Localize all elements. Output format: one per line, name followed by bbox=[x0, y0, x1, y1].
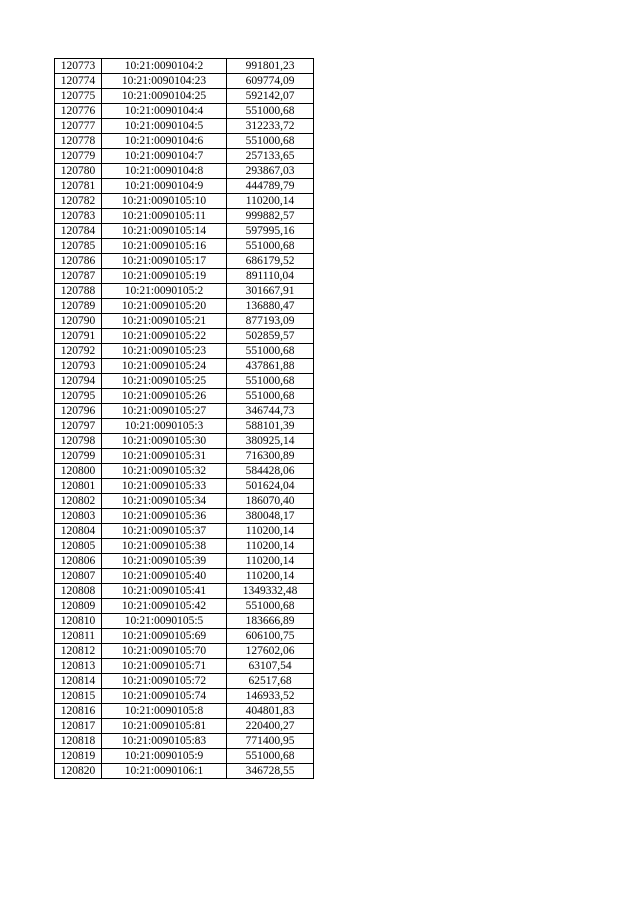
table-row bbox=[55, 659, 314, 674]
table-row bbox=[55, 389, 314, 404]
cadastral-number-cell: 10:21:0090105:70 bbox=[102, 644, 227, 659]
cadastral-number-cell: 10:21:0090105:3 bbox=[102, 419, 227, 434]
record-number-cell: 120802 bbox=[55, 494, 102, 509]
table-row bbox=[55, 209, 314, 224]
table-row bbox=[55, 719, 314, 734]
value-cell: 991801,23 bbox=[227, 59, 314, 74]
cadastral-number-cell: 10:21:0090105:40 bbox=[102, 569, 227, 584]
table-row bbox=[55, 704, 314, 719]
table-row bbox=[55, 179, 314, 194]
cadastral-number-cell: 10:21:0090105:26 bbox=[102, 389, 227, 404]
record-number-cell: 120816 bbox=[55, 704, 102, 719]
record-number-cell: 120795 bbox=[55, 389, 102, 404]
record-number-cell: 120782 bbox=[55, 194, 102, 209]
cadastral-number-cell: 10:21:0090105:32 bbox=[102, 464, 227, 479]
table-row bbox=[55, 449, 314, 464]
cadastral-number-cell: 10:21:0090104:9 bbox=[102, 179, 227, 194]
record-number-cell: 120807 bbox=[55, 569, 102, 584]
cadastral-number-cell: 10:21:0090105:23 bbox=[102, 344, 227, 359]
value-cell: 501624,04 bbox=[227, 479, 314, 494]
cadastral-number-cell: 10:21:0090105:69 bbox=[102, 629, 227, 644]
record-number-cell: 120778 bbox=[55, 134, 102, 149]
record-number-cell: 120791 bbox=[55, 329, 102, 344]
cadastral-number-cell: 10:21:0090105:27 bbox=[102, 404, 227, 419]
record-number-cell: 120812 bbox=[55, 644, 102, 659]
table-row bbox=[55, 359, 314, 374]
cadastral-number-cell: 10:21:0090105:16 bbox=[102, 239, 227, 254]
table-row bbox=[55, 239, 314, 254]
value-cell: 502859,57 bbox=[227, 329, 314, 344]
value-cell: 999882,57 bbox=[227, 209, 314, 224]
value-cell: 136880,47 bbox=[227, 299, 314, 314]
table-row bbox=[55, 764, 314, 779]
table-row bbox=[55, 629, 314, 644]
table-row bbox=[55, 314, 314, 329]
table-row bbox=[55, 164, 314, 179]
value-cell: 220400,27 bbox=[227, 719, 314, 734]
cadastral-number-cell: 10:21:0090105:14 bbox=[102, 224, 227, 239]
table-row bbox=[55, 524, 314, 539]
record-number-cell: 120794 bbox=[55, 374, 102, 389]
record-number-cell: 120776 bbox=[55, 104, 102, 119]
record-number-cell: 120814 bbox=[55, 674, 102, 689]
value-cell: 606100,75 bbox=[227, 629, 314, 644]
value-cell: 186070,40 bbox=[227, 494, 314, 509]
record-number-cell: 120813 bbox=[55, 659, 102, 674]
records-table bbox=[54, 58, 314, 779]
value-cell: 404801,83 bbox=[227, 704, 314, 719]
table-row bbox=[55, 254, 314, 269]
record-number-cell: 120774 bbox=[55, 74, 102, 89]
record-number-cell: 120783 bbox=[55, 209, 102, 224]
record-number-cell: 120792 bbox=[55, 344, 102, 359]
value-cell: 312233,72 bbox=[227, 119, 314, 134]
record-number-cell: 120793 bbox=[55, 359, 102, 374]
value-cell: 146933,52 bbox=[227, 689, 314, 704]
table-row bbox=[55, 599, 314, 614]
cadastral-number-cell: 10:21:0090104:23 bbox=[102, 74, 227, 89]
value-cell: 127602,06 bbox=[227, 644, 314, 659]
cadastral-number-cell: 10:21:0090105:10 bbox=[102, 194, 227, 209]
record-number-cell: 120815 bbox=[55, 689, 102, 704]
record-number-cell: 120777 bbox=[55, 119, 102, 134]
table-row bbox=[55, 509, 314, 524]
value-cell: 551000,68 bbox=[227, 344, 314, 359]
value-cell: 551000,68 bbox=[227, 134, 314, 149]
value-cell: 877193,09 bbox=[227, 314, 314, 329]
cadastral-number-cell: 10:21:0090105:8 bbox=[102, 704, 227, 719]
value-cell: 110200,14 bbox=[227, 539, 314, 554]
record-number-cell: 120799 bbox=[55, 449, 102, 464]
value-cell: 551000,68 bbox=[227, 374, 314, 389]
table-row bbox=[55, 689, 314, 704]
record-number-cell: 120790 bbox=[55, 314, 102, 329]
record-number-cell: 120781 bbox=[55, 179, 102, 194]
value-cell: 588101,39 bbox=[227, 419, 314, 434]
record-number-cell: 120805 bbox=[55, 539, 102, 554]
record-number-cell: 120788 bbox=[55, 284, 102, 299]
record-number-cell: 120787 bbox=[55, 269, 102, 284]
value-cell: 597995,16 bbox=[227, 224, 314, 239]
table-row bbox=[55, 569, 314, 584]
value-cell: 551000,68 bbox=[227, 599, 314, 614]
value-cell: 257133,65 bbox=[227, 149, 314, 164]
table-row bbox=[55, 749, 314, 764]
value-cell: 63107,54 bbox=[227, 659, 314, 674]
table-row bbox=[55, 554, 314, 569]
cadastral-number-cell: 10:21:0090104:8 bbox=[102, 164, 227, 179]
record-number-cell: 120798 bbox=[55, 434, 102, 449]
cadastral-number-cell: 10:21:0090105:71 bbox=[102, 659, 227, 674]
cadastral-number-cell: 10:21:0090105:22 bbox=[102, 329, 227, 344]
value-cell: 62517,68 bbox=[227, 674, 314, 689]
record-number-cell: 120779 bbox=[55, 149, 102, 164]
table-row bbox=[55, 74, 314, 89]
cadastral-number-cell: 10:21:0090105:38 bbox=[102, 539, 227, 554]
value-cell: 301667,91 bbox=[227, 284, 314, 299]
record-number-cell: 120806 bbox=[55, 554, 102, 569]
table-row bbox=[55, 284, 314, 299]
value-cell: 110200,14 bbox=[227, 524, 314, 539]
record-number-cell: 120780 bbox=[55, 164, 102, 179]
cadastral-number-cell: 10:21:0090105:41 bbox=[102, 584, 227, 599]
value-cell: 592142,07 bbox=[227, 89, 314, 104]
value-cell: 110200,14 bbox=[227, 194, 314, 209]
value-cell: 551000,68 bbox=[227, 749, 314, 764]
cadastral-number-cell: 10:21:0090105:74 bbox=[102, 689, 227, 704]
value-cell: 686179,52 bbox=[227, 254, 314, 269]
table-row bbox=[55, 104, 314, 119]
record-number-cell: 120775 bbox=[55, 89, 102, 104]
value-cell: 183666,89 bbox=[227, 614, 314, 629]
value-cell: 346728,55 bbox=[227, 764, 314, 779]
cadastral-number-cell: 10:21:0090105:25 bbox=[102, 374, 227, 389]
cadastral-number-cell: 10:21:0090105:34 bbox=[102, 494, 227, 509]
record-number-cell: 120796 bbox=[55, 404, 102, 419]
value-cell: 716300,89 bbox=[227, 449, 314, 464]
cadastral-number-cell: 10:21:0090104:2 bbox=[102, 59, 227, 74]
cadastral-number-cell: 10:21:0090106:1 bbox=[102, 764, 227, 779]
cadastral-number-cell: 10:21:0090105:37 bbox=[102, 524, 227, 539]
record-number-cell: 120803 bbox=[55, 509, 102, 524]
record-number-cell: 120789 bbox=[55, 299, 102, 314]
record-number-cell: 120786 bbox=[55, 254, 102, 269]
value-cell: 437861,88 bbox=[227, 359, 314, 374]
record-number-cell: 120773 bbox=[55, 59, 102, 74]
cadastral-number-cell: 10:21:0090105:9 bbox=[102, 749, 227, 764]
record-number-cell: 120809 bbox=[55, 599, 102, 614]
cadastral-number-cell: 10:21:0090105:42 bbox=[102, 599, 227, 614]
table-row bbox=[55, 119, 314, 134]
cadastral-number-cell: 10:21:0090105:2 bbox=[102, 284, 227, 299]
record-number-cell: 120810 bbox=[55, 614, 102, 629]
value-cell: 771400,95 bbox=[227, 734, 314, 749]
table-row bbox=[55, 734, 314, 749]
value-cell: 444789,79 bbox=[227, 179, 314, 194]
table-row bbox=[55, 224, 314, 239]
value-cell: 609774,09 bbox=[227, 74, 314, 89]
record-number-cell: 120800 bbox=[55, 464, 102, 479]
cadastral-number-cell: 10:21:0090105:21 bbox=[102, 314, 227, 329]
value-cell: 1349332,48 bbox=[227, 584, 314, 599]
value-cell: 346744,73 bbox=[227, 404, 314, 419]
record-number-cell: 120804 bbox=[55, 524, 102, 539]
cadastral-number-cell: 10:21:0090105:81 bbox=[102, 719, 227, 734]
record-number-cell: 120811 bbox=[55, 629, 102, 644]
table-row bbox=[55, 614, 314, 629]
cadastral-number-cell: 10:21:0090105:20 bbox=[102, 299, 227, 314]
records-table-body bbox=[55, 59, 314, 779]
record-number-cell: 120808 bbox=[55, 584, 102, 599]
value-cell: 380048,17 bbox=[227, 509, 314, 524]
record-number-cell: 120817 bbox=[55, 719, 102, 734]
cadastral-number-cell: 10:21:0090105:17 bbox=[102, 254, 227, 269]
cadastral-number-cell: 10:21:0090105:5 bbox=[102, 614, 227, 629]
value-cell: 380925,14 bbox=[227, 434, 314, 449]
table-row bbox=[55, 674, 314, 689]
table-row bbox=[55, 194, 314, 209]
table-row bbox=[55, 494, 314, 509]
record-number-cell: 120820 bbox=[55, 764, 102, 779]
table-row bbox=[55, 644, 314, 659]
record-number-cell: 120785 bbox=[55, 239, 102, 254]
record-number-cell: 120801 bbox=[55, 479, 102, 494]
cadastral-number-cell: 10:21:0090105:36 bbox=[102, 509, 227, 524]
value-cell: 293867,03 bbox=[227, 164, 314, 179]
cadastral-number-cell: 10:21:0090105:72 bbox=[102, 674, 227, 689]
cadastral-number-cell: 10:21:0090104:4 bbox=[102, 104, 227, 119]
table-row bbox=[55, 299, 314, 314]
record-number-cell: 120819 bbox=[55, 749, 102, 764]
table-row bbox=[55, 479, 314, 494]
cadastral-number-cell: 10:21:0090105:24 bbox=[102, 359, 227, 374]
cadastral-number-cell: 10:21:0090105:39 bbox=[102, 554, 227, 569]
value-cell: 551000,68 bbox=[227, 389, 314, 404]
cadastral-number-cell: 10:21:0090105:33 bbox=[102, 479, 227, 494]
value-cell: 110200,14 bbox=[227, 554, 314, 569]
value-cell: 584428,06 bbox=[227, 464, 314, 479]
value-cell: 551000,68 bbox=[227, 104, 314, 119]
record-number-cell: 120818 bbox=[55, 734, 102, 749]
value-cell: 551000,68 bbox=[227, 239, 314, 254]
table-row bbox=[55, 89, 314, 104]
table-row bbox=[55, 584, 314, 599]
table-row bbox=[55, 344, 314, 359]
cadastral-number-cell: 10:21:0090104:6 bbox=[102, 134, 227, 149]
table-row bbox=[55, 539, 314, 554]
cadastral-number-cell: 10:21:0090105:19 bbox=[102, 269, 227, 284]
table-row bbox=[55, 59, 314, 74]
value-cell: 110200,14 bbox=[227, 569, 314, 584]
table-row bbox=[55, 404, 314, 419]
cadastral-number-cell: 10:21:0090104:5 bbox=[102, 119, 227, 134]
cadastral-number-cell: 10:21:0090105:30 bbox=[102, 434, 227, 449]
table-row bbox=[55, 269, 314, 284]
table-row bbox=[55, 374, 314, 389]
cadastral-number-cell: 10:21:0090104:7 bbox=[102, 149, 227, 164]
cadastral-number-cell: 10:21:0090105:31 bbox=[102, 449, 227, 464]
table-row bbox=[55, 329, 314, 344]
record-number-cell: 120797 bbox=[55, 419, 102, 434]
cadastral-number-cell: 10:21:0090104:25 bbox=[102, 89, 227, 104]
cadastral-number-cell: 10:21:0090105:11 bbox=[102, 209, 227, 224]
table-row bbox=[55, 134, 314, 149]
value-cell: 891110,04 bbox=[227, 269, 314, 284]
table-row bbox=[55, 434, 314, 449]
table-row bbox=[55, 464, 314, 479]
cadastral-number-cell: 10:21:0090105:83 bbox=[102, 734, 227, 749]
table-row bbox=[55, 419, 314, 434]
table-row bbox=[55, 149, 314, 164]
record-number-cell: 120784 bbox=[55, 224, 102, 239]
